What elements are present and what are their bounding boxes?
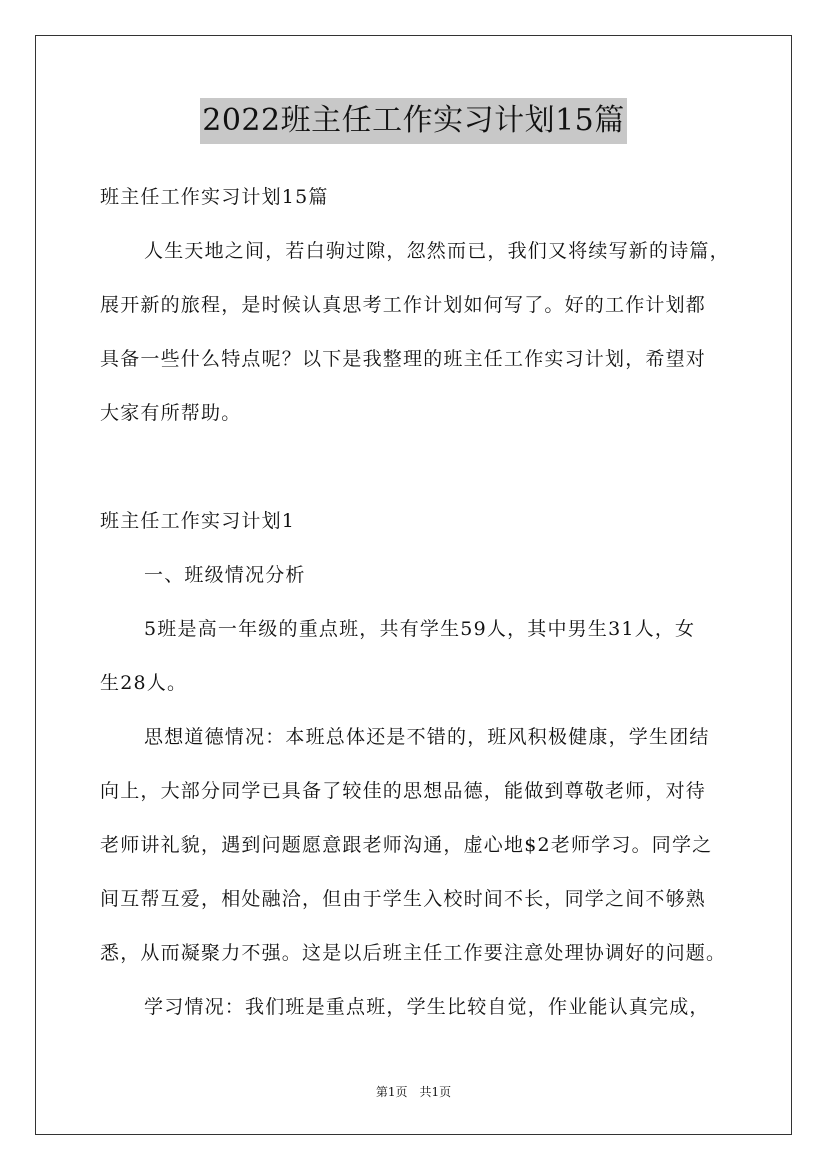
page-number: 第1页 共1页 bbox=[375, 1085, 452, 1099]
intro-line: 人生天地之间，若白驹过隙，忽然而已，我们又将续写新的诗篇， bbox=[144, 240, 730, 262]
paragraph-line: 思想道德情况：本班总体还是不错的，班风积极健康，学生团结 bbox=[144, 726, 710, 748]
document-title bbox=[0, 98, 827, 144]
paragraph-line: 生28人。 bbox=[100, 672, 188, 694]
paragraph-line: 老师讲礼貌，遇到问题愿意跟老师沟通，虚心地$2老师学习。同学之 bbox=[100, 834, 713, 856]
paragraph-line: 5班是高一年级的重点班，共有学生59人，其中男生31人，女 bbox=[144, 618, 696, 640]
subsection-heading: 一、班级情况分析 bbox=[144, 564, 306, 586]
paragraph-line: 间互帮互爱，相处融洽，但由于学生入校时间不长，同学之间不够熟 bbox=[100, 888, 707, 910]
intro-line: 具备一些什么特点呢？以下是我整理的班主任工作实习计划，希望对 bbox=[100, 348, 707, 370]
paragraph-line: 悉，从而凝聚力不强。这是以后班主任工作要注意处理协调好的问题。 bbox=[100, 942, 727, 964]
intro-line: 大家有所帮助。 bbox=[100, 402, 242, 424]
page-footer bbox=[0, 1083, 827, 1100]
paragraph-line: 学习情况：我们班是重点班，学生比较自觉，作业能认真完成， bbox=[144, 996, 710, 1018]
title-text: 2022班主任工作实习计划15篇 bbox=[200, 98, 627, 144]
section-heading: 班主任工作实习计划1 bbox=[100, 510, 296, 532]
intro-line: 展开新的旅程，是时候认真思考工作计划如何写了。好的工作计划都 bbox=[100, 294, 707, 316]
subtitle: 班主任工作实习计划15篇 bbox=[100, 186, 329, 208]
paragraph-line: 向上，大部分同学已具备了较佳的思想品德，能做到尊敬老师，对待 bbox=[100, 780, 707, 802]
